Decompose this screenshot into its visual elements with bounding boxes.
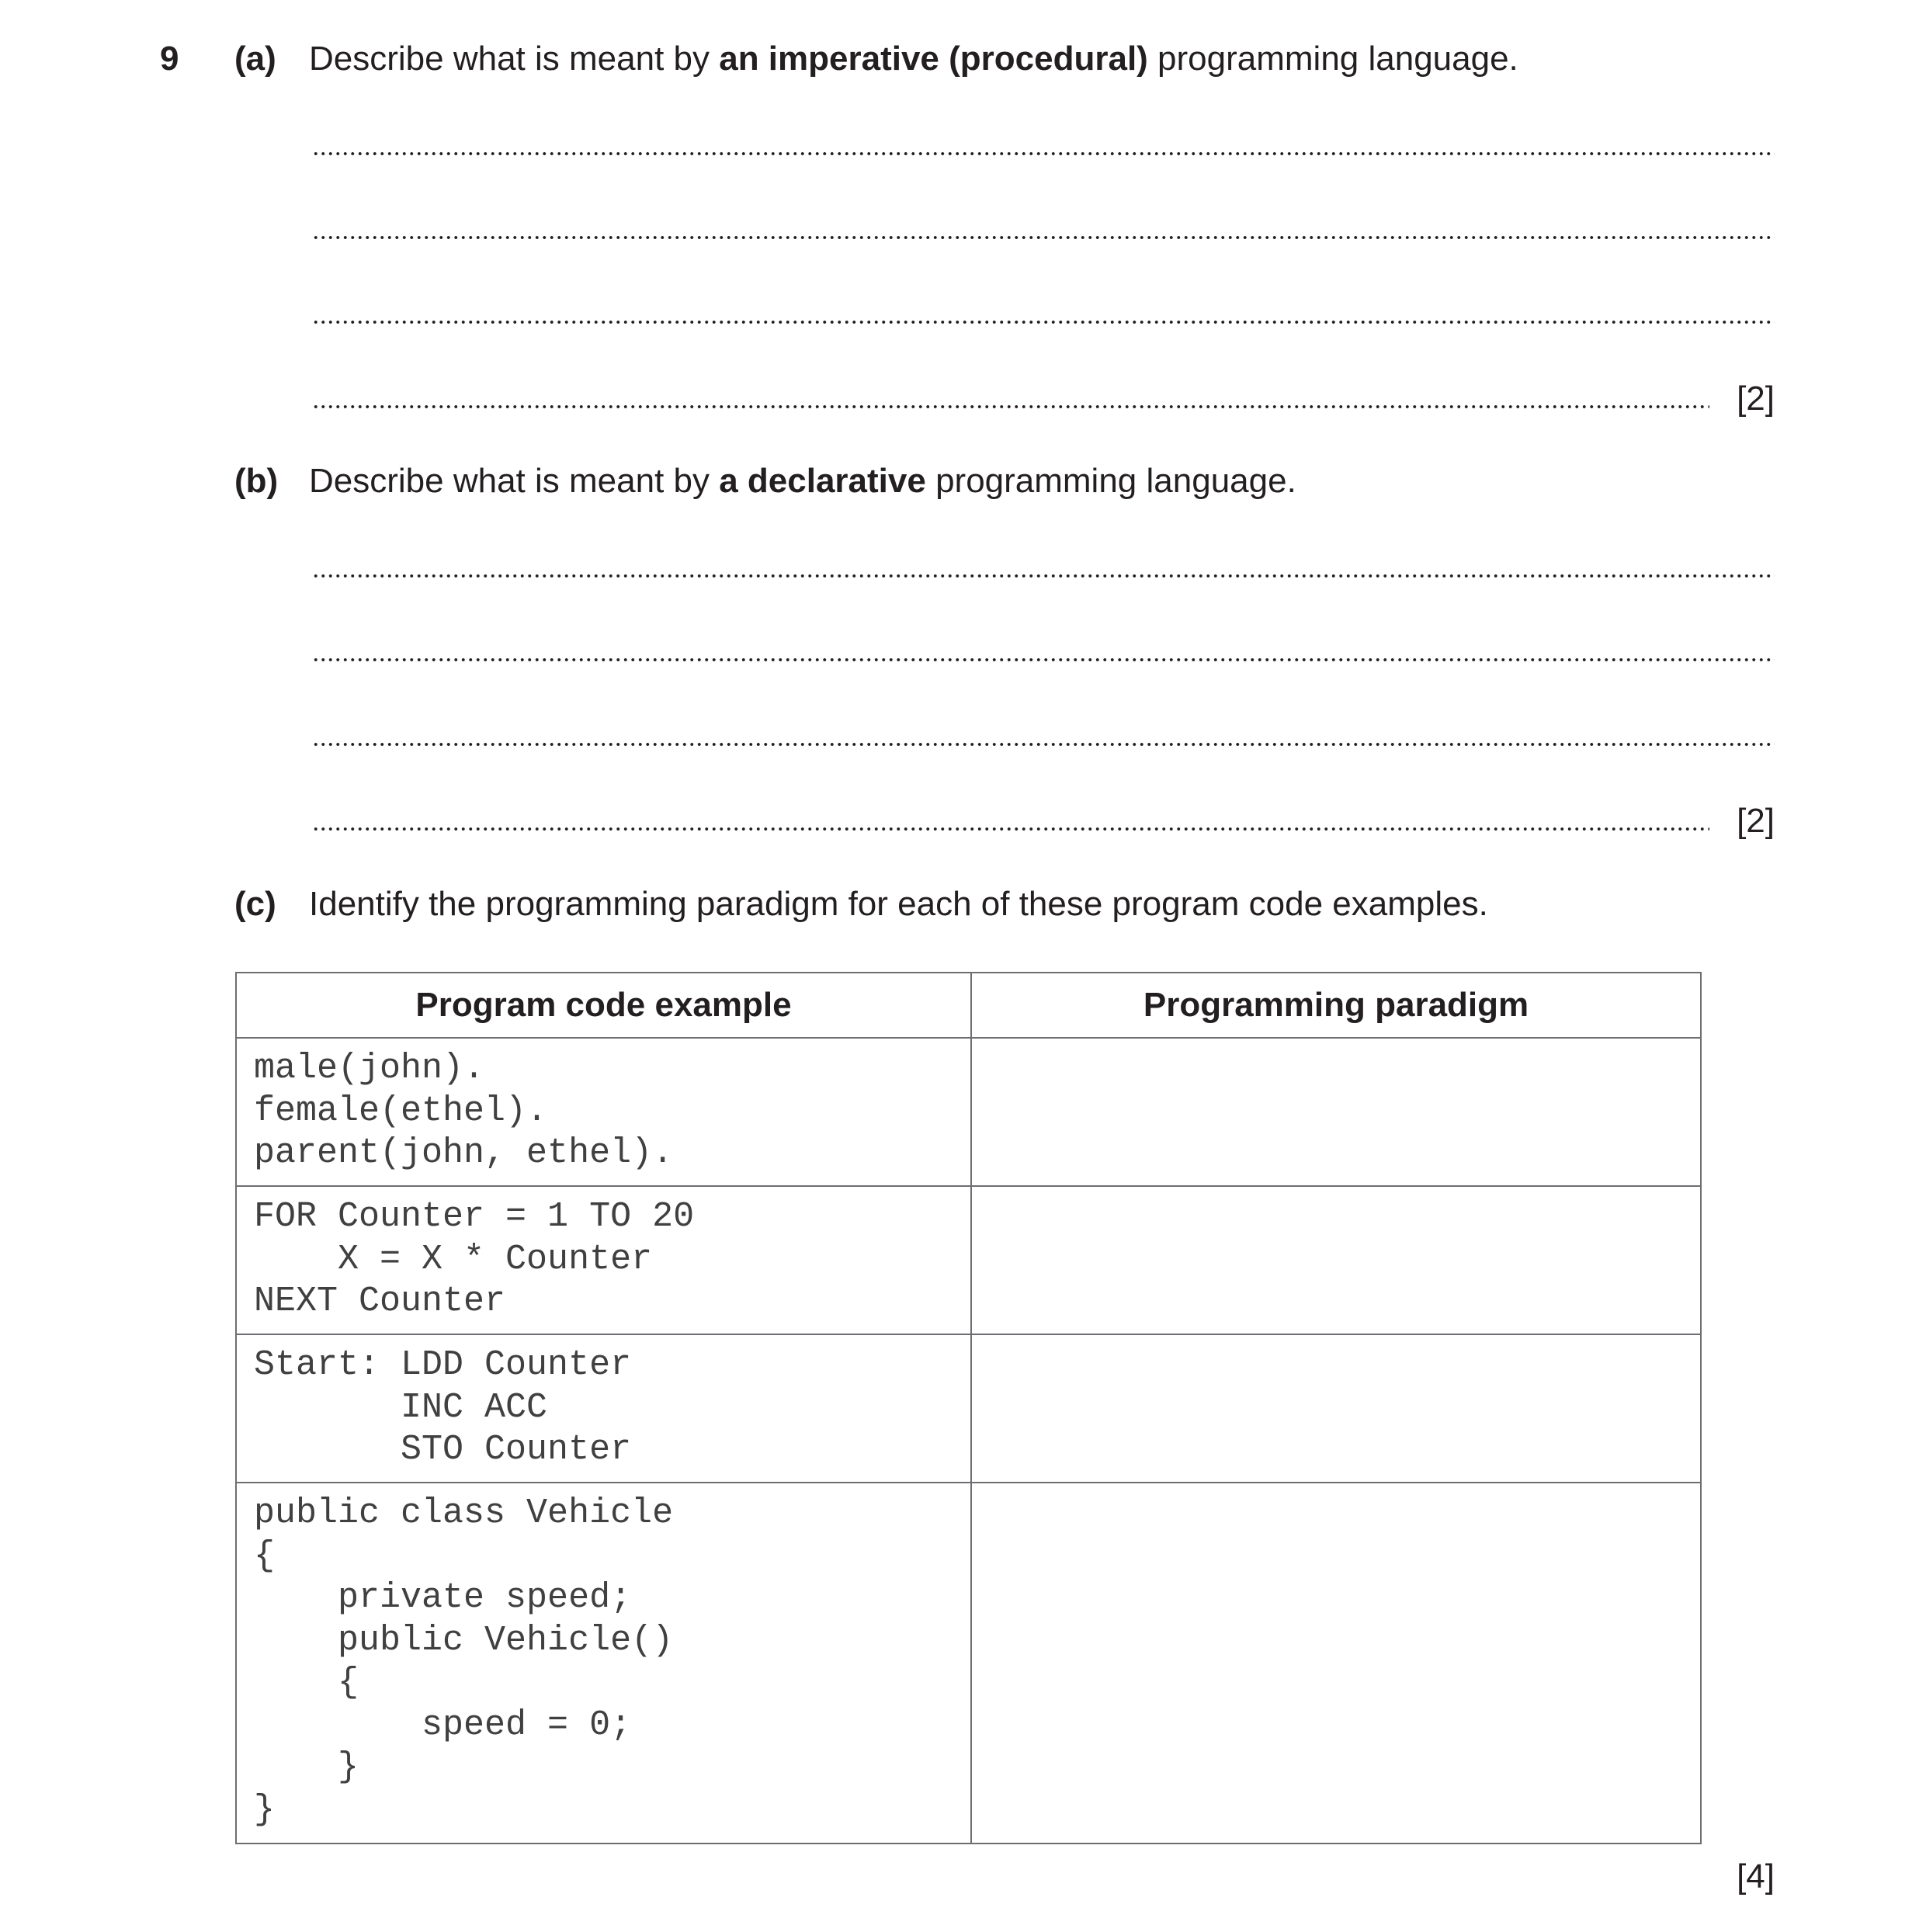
part-b-suffix: programming language. — [925, 462, 1296, 500]
paradigm-answer-cell[interactable] — [971, 1334, 1701, 1483]
part-c-question: Identify the programming paradigm for each of these program code examples. — [309, 885, 1488, 923]
code-cell — [236, 1334, 971, 1483]
answer-line-b3[interactable] — [312, 743, 1775, 746]
answer-line-a2[interactable] — [312, 236, 1775, 239]
answer-line-b4[interactable] — [312, 827, 1709, 831]
code-cell — [236, 1483, 971, 1844]
code-example-loop: FOR Counter = 1 TO 20 X = X * Counter NEXT Counter — [254, 1197, 695, 1321]
part-b-mark: [2] — [1737, 802, 1775, 840]
part-c-label: (c) — [234, 885, 276, 923]
code-example-class: public class Vehicle { private speed; public Vehicle() { speed = 0; } } — [254, 1493, 674, 1830]
part-a-suffix: programming language. — [1147, 40, 1518, 78]
answer-line-b2[interactable] — [312, 658, 1775, 661]
code-example-assembly: Start: LDD Counter INC ACC STO Counter — [254, 1345, 632, 1469]
table-row — [236, 1334, 1701, 1483]
part-a-prefix: Describe what is meant by — [309, 40, 720, 78]
part-a-label: (a) — [234, 40, 276, 78]
table-row — [236, 1483, 1701, 1844]
part-a-emphasis: an imperative (procedural) — [719, 40, 1148, 78]
answer-line-a1[interactable] — [312, 152, 1775, 155]
answer-line-a4[interactable] — [312, 405, 1709, 408]
table-row — [236, 1186, 1701, 1334]
answer-line-a3[interactable] — [312, 321, 1775, 324]
paradigm-table — [235, 972, 1702, 1844]
code-cell — [236, 1186, 971, 1334]
paradigm-answer-cell[interactable] — [971, 1186, 1701, 1334]
header-programming-paradigm: Programming paradigm — [971, 973, 1701, 1038]
question-number: 9 — [160, 40, 179, 78]
part-a-mark: [2] — [1737, 380, 1775, 418]
code-cell — [236, 1038, 971, 1186]
part-b-prefix: Describe what is meant by — [309, 462, 720, 500]
table-header-row — [236, 973, 1701, 1038]
answer-line-b1[interactable] — [312, 574, 1775, 578]
part-b-label: (b) — [234, 462, 279, 500]
paradigm-answer-cell[interactable] — [971, 1483, 1701, 1844]
paradigm-answer-cell[interactable] — [971, 1038, 1701, 1186]
part-c-mark: [4] — [1737, 1857, 1775, 1896]
code-example-logic: male(john). female(ethel). parent(john, ethel). — [254, 1049, 674, 1173]
part-b-emphasis: a declarative — [719, 462, 926, 500]
header-program-code-example: Program code example — [236, 973, 971, 1038]
part-b-question — [309, 460, 1296, 503]
table-row — [236, 1038, 1701, 1186]
part-a-question — [309, 37, 1518, 81]
